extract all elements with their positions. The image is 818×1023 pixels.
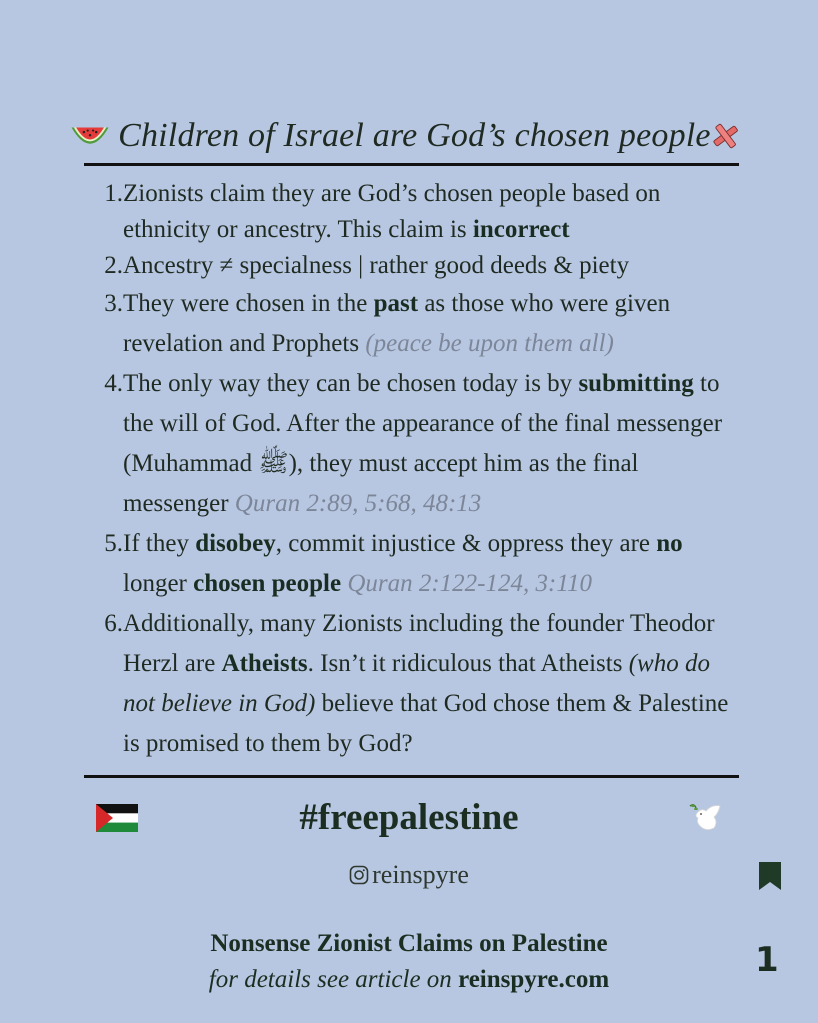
footer-sub-italic: for details see article on [208, 966, 459, 993]
instagram-icon [349, 865, 369, 885]
item-text [123, 604, 736, 764]
quran-reference: Quran 2:122-124, 3:110 [347, 570, 592, 597]
cross-mark-icon [711, 117, 740, 155]
item-note: (peace be upon them all) [365, 330, 614, 357]
item-text-part: The only way they can be chosen today is by [123, 370, 579, 397]
list-item [96, 176, 736, 248]
quran-reference: Quran 2:89, 5:68, 48:13 [234, 490, 482, 517]
item-text-part: If they [123, 530, 196, 557]
item-text-part: . Isn’t it ridiculous that Atheists [307, 650, 629, 677]
item-bold-text: no [656, 530, 683, 557]
item-bold-text: chosen people [193, 570, 342, 597]
item-number: 2. [104, 252, 123, 279]
item-bold-text: incorrect [472, 216, 570, 243]
item-text-part: Additionally, many Zionists including the founder Theodor Herzl are [123, 610, 715, 677]
item-text-part: They were chosen in the [123, 290, 374, 317]
list-item [96, 248, 736, 284]
item-bold-text: past [373, 290, 419, 317]
item-text [123, 524, 736, 604]
watermelon-icon [70, 119, 110, 153]
item-italic-text: (who do not believe in God) [123, 650, 710, 717]
claims-list [96, 176, 736, 764]
item-bold-text: disobey [195, 530, 276, 557]
list-item [96, 524, 736, 604]
item-text [123, 284, 736, 364]
item-number: 3. [104, 290, 123, 317]
page-title: Children of Israel are God’s chosen people [118, 117, 711, 154]
item-number: 5. [104, 530, 123, 557]
item-text-part: Zionists claim they are God’s chosen people based on ethnicity or ancestry. This claim is [123, 180, 661, 243]
bookmark-icon[interactable] [759, 862, 781, 890]
item-number: 1. [104, 180, 123, 207]
footer-subtitle [0, 966, 818, 994]
website-link[interactable]: reinspyre.com [458, 966, 610, 993]
item-text-part: believe that God chose them & Palestine is promised to them by God? [123, 690, 729, 757]
item-text-part: as those who were given revelation and Prophets [123, 290, 671, 357]
handle-text: reinspyre [372, 860, 469, 889]
bottom-divider [84, 775, 739, 778]
social-handle [0, 860, 818, 890]
item-bold-text: Atheists [221, 650, 308, 677]
top-divider [84, 163, 739, 166]
list-item [96, 364, 736, 524]
item-text-part: , commit injustice & oppress they are [275, 530, 657, 557]
item-text [123, 364, 736, 524]
item-text-part: longer [123, 570, 194, 597]
list-item [96, 604, 736, 764]
item-number: 4. [104, 370, 123, 397]
title-row [70, 112, 740, 160]
dove-icon [684, 802, 724, 834]
page-number: 1 [755, 940, 779, 980]
item-text-part: to the will of God. After the appearance of the final messenger (Muhammad ﷺ), they must accept him as the final messenger [123, 370, 723, 517]
list-item [96, 284, 736, 364]
item-number: 6. [104, 610, 123, 637]
item-text: Ancestry ≠ specialness | rather good deeds & piety [123, 252, 630, 279]
item-bold-text: submitting [578, 370, 694, 397]
hashtag: #freepalestine [299, 797, 519, 838]
item-text [123, 176, 736, 248]
footer-title: Nonsense Zionist Claims on Palestine [210, 930, 608, 957]
